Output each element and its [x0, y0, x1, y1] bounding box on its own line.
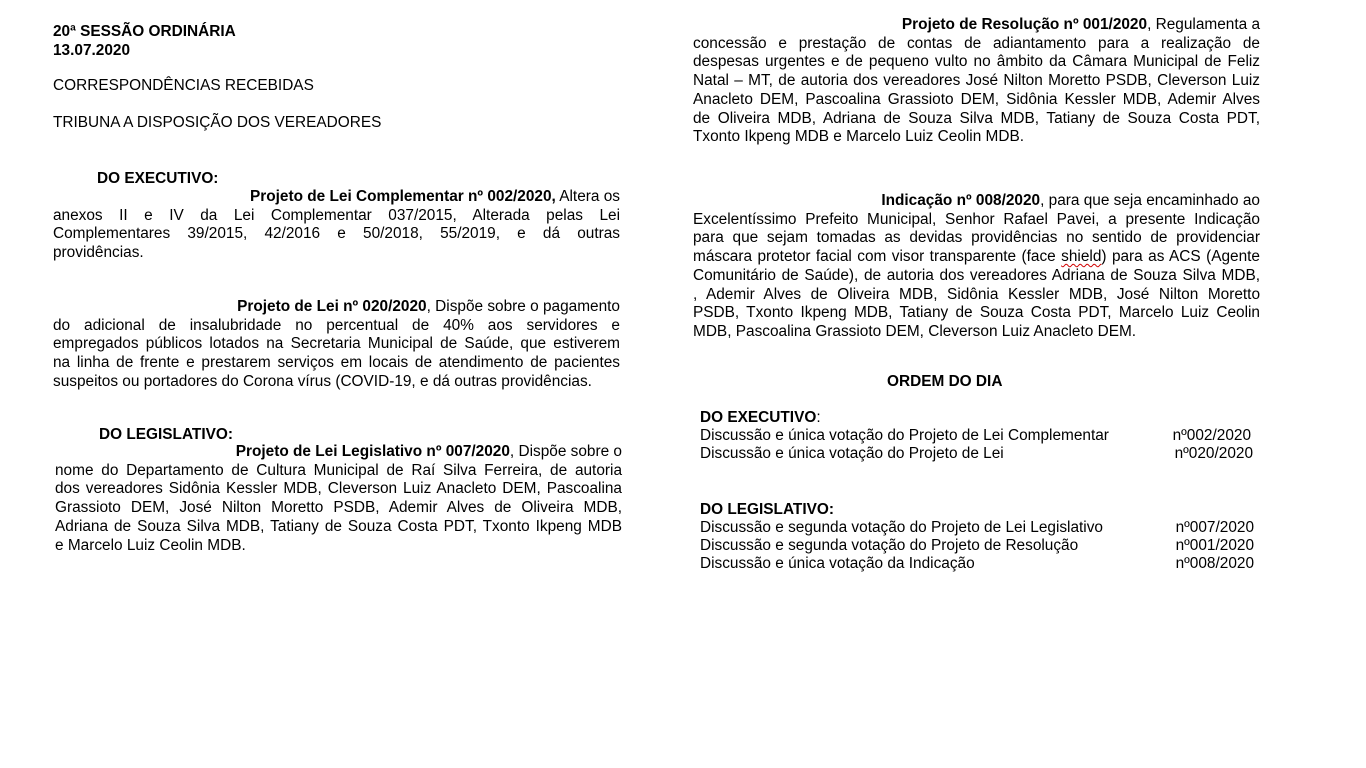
- pr001-line: concessão e prestação de contas de adiantamento para a realização de: [693, 34, 1260, 52]
- pl020-first: , Dispõe sobre o pagamento: [426, 298, 620, 315]
- ordem-executivo-heading: [700, 409, 821, 427]
- pl020-line: do adicional de insalubridade no percentual de 40% aos servidores e: [53, 316, 620, 334]
- tribuna-heading: TRIBUNA A DISPOSIÇÃO DOS VEREADORES: [53, 114, 382, 131]
- ordem-row: [700, 445, 1253, 463]
- correspondences-heading: CORRESPONDÊNCIAS RECEBIDAS: [53, 77, 314, 94]
- ind008-first: , para que seja encaminhado ao: [1040, 192, 1260, 209]
- ordem-row-num: nº002/2020: [1172, 427, 1251, 444]
- pll007-line: dos vereadores Sidônia Kessler MDB, Cleverson Luiz Anacleto DEM, Pascoalina: [55, 480, 622, 498]
- ind008-paragraph: [693, 192, 1260, 342]
- ordem-heading: ORDEM DO DIA: [887, 373, 1003, 390]
- ordem-row: [700, 537, 1254, 555]
- pl020-line: empregados públicos lotados na Secretaria Municipal de Saúde, que estiverem: [53, 335, 620, 353]
- plc002-paragraph: [53, 188, 620, 263]
- pr001-line: despesas urgentes e de pequeno vulto no âmbito da Câmara Municipal de Feliz: [693, 53, 1260, 71]
- ordem-row-desc: Discussão e única votação do Projeto de Lei: [700, 445, 1004, 462]
- ind008-line: , Ademir Alves de Oliveira MDB, Sidônia Kessler MDB, José Nilton Moretto: [693, 285, 1260, 303]
- ordem-row: [700, 519, 1254, 537]
- ordem-executivo-label: DO EXECUTIVO: [700, 409, 817, 426]
- session-title: 20ª SESSÃO ORDINÁRIA: [53, 23, 236, 40]
- pr001-first: , Regulamenta a: [1147, 16, 1260, 33]
- pr001-paragraph: [693, 16, 1260, 147]
- pll007-line: e Marcelo Luiz Ceolin MDB.: [55, 536, 246, 554]
- spellcheck-word[interactable]: shield: [1061, 248, 1102, 266]
- pll007-line: Adriana de Souza Silva MDB, Tatiany de Souza Costa PDT, Txonto Ikpeng MDB: [55, 517, 622, 535]
- session-header: [53, 22, 236, 60]
- pl020-title: Projeto de Lei nº 020/2020: [237, 298, 427, 315]
- ordem-legislativo-heading: DO LEGISLATIVO:: [700, 501, 834, 518]
- ordem-row-desc: Discussão e única votação do Projeto de Lei Complementar: [700, 427, 1109, 444]
- executivo-heading: DO EXECUTIVO:: [97, 170, 219, 187]
- plc002-line: Complementares 39/2015, 42/2016 e 50/2018, 55/2019, e dá outras: [53, 225, 620, 243]
- ordem-row-desc: Discussão e segunda votação do Projeto de Resolução: [700, 537, 1079, 554]
- plc002-line: providências.: [53, 244, 144, 262]
- plc002-line: anexos II e IV da Lei Complementar 037/2015, Alterada pelas Lei: [53, 206, 620, 224]
- ordem-row: [700, 555, 1254, 573]
- pll007-paragraph: [55, 443, 622, 555]
- ordem-row-num: nº020/2020: [1174, 445, 1253, 462]
- ind008-line: PSDB, Txonto Ikpeng MDB, Tatiany de Souza Costa PDT, Marcelo Luiz Ceolin: [693, 304, 1260, 322]
- ind008-line3-end: ) para as ACS (Agente: [1101, 248, 1260, 266]
- plc002-title: Projeto de Lei Complementar nº 002/2020,: [249, 188, 556, 205]
- ind008-line: Excelentíssimo Prefeito Municipal, Senhor Rafael Pavei, a presente Indicação: [693, 210, 1260, 228]
- pl020-line: suspeitos ou portadores do Corona vírus (COVID-19, e dá outras providências.: [53, 372, 592, 390]
- pr001-line: Anacleto DEM, Pascoalina Grassioto DEM, Sidônia Kessler MDB, Ademir Alves: [693, 90, 1260, 108]
- ind008-line-face-shield: [693, 248, 1260, 267]
- pr001-line: Natal – MT, de autoria dos vereadores José Nilton Moretto PSDB, Cleverson Luiz: [693, 72, 1260, 90]
- pl020-paragraph: [53, 298, 620, 392]
- ind008-line3-start: máscara protetor facial com visor transparente (face: [693, 248, 1062, 266]
- pll007-line: nome do Departamento de Cultura Municipal de Raí Silva Ferreira, de autoria: [55, 461, 622, 479]
- ordem-row-num: nº007/2020: [1175, 519, 1254, 536]
- ordem-row-desc: Discussão e única votação da Indicação: [700, 555, 975, 572]
- ind008-line: MDB, Pascoalina Grassioto DEM, Cleverson Luiz Anacleto DEM.: [693, 322, 1137, 340]
- pll007-line: Grassioto DEM, José Nilton Moretto PSDB, Ademir Alves de Oliveira MDB,: [55, 499, 622, 517]
- ind008-title: Indicação nº 008/2020: [881, 192, 1041, 209]
- pr001-title: Projeto de Resolução nº 001/2020: [901, 16, 1148, 33]
- ind008-line: Comunitário de Saúde), de autoria dos vereadores Adriana de Souza Silva MDB,: [693, 266, 1260, 284]
- legislativo-heading: DO LEGISLATIVO:: [99, 426, 233, 443]
- plc002-first: Altera os: [559, 188, 620, 205]
- pr001-line: de Oliveira MDB, Adriana de Souza Silva MDB, Tatiany de Souza Costa PDT,: [693, 109, 1260, 127]
- ordem-row-num: nº001/2020: [1175, 537, 1254, 554]
- ordem-executivo-colon: :: [816, 409, 821, 426]
- ind008-line: para que sejam tomadas as devidas providências no sentido de providenciar: [693, 229, 1260, 247]
- ordem-row-desc: Discussão e segunda votação do Projeto de Lei Legislativo: [700, 519, 1103, 536]
- pl020-line: na linha de frente e prestarem serviços em locais de atendimento de pacientes: [53, 354, 620, 372]
- ordem-row: [700, 427, 1251, 445]
- pr001-line: Txonto Ikpeng MDB e Marcelo Luiz Ceolin MDB.: [693, 128, 1025, 146]
- ordem-row-num: nº008/2020: [1175, 555, 1254, 572]
- pll007-first: , Dispõe sobre o: [509, 443, 622, 460]
- session-date: 13.07.2020: [53, 42, 131, 59]
- pll007-title: Projeto de Lei Legislativo nº 007/2020: [235, 443, 510, 460]
